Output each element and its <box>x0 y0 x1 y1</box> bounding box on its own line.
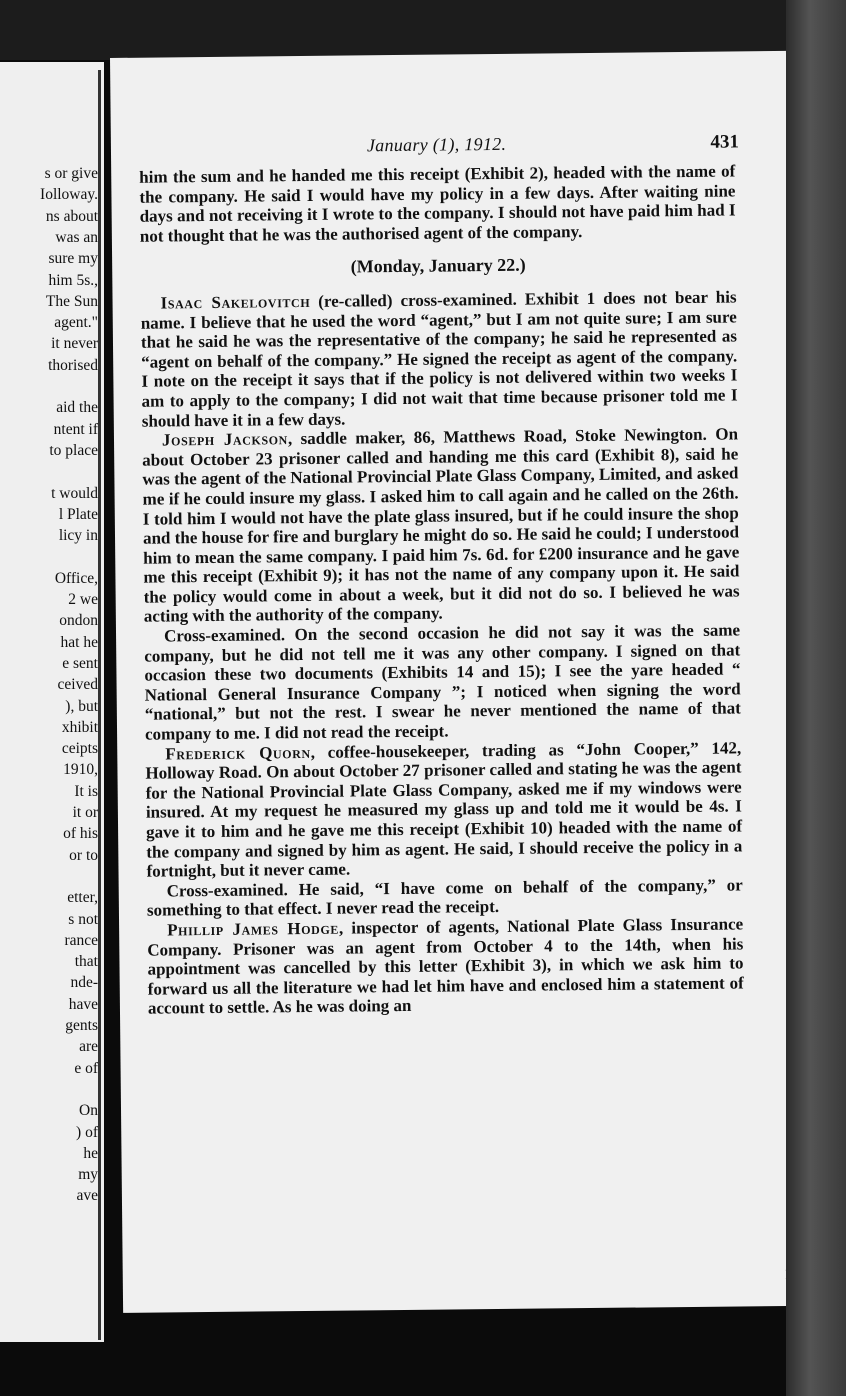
left-page-line: ), but <box>65 697 98 715</box>
paragraph-text: , coffee-housekeeper, trading as “John Cooper,” 142, Holloway Road. On about October 27 prisoner called and stating he was the agent for the National Provincial Plate Glass Company, asked me if my windows were insured. At my request he measured my glass up and told me it would be 4s. I gave it to him and he gave me this receipt (Exhibit 10) headed with the name of the company and signed by him as agent. He said, I should receive the policy in a fortnight, but it never came. <box>145 738 743 881</box>
left-page-line: e of <box>74 1059 98 1077</box>
left-page-line: agent." <box>54 314 98 332</box>
left-page-fragment <box>0 62 104 1342</box>
paragraph-quorn <box>145 738 742 881</box>
left-page-line: have <box>68 995 98 1013</box>
scan-right-border <box>786 0 846 1396</box>
left-page-line: etter, <box>67 889 98 907</box>
page-text-block <box>139 131 744 1018</box>
left-page-line: him 5s., <box>48 271 98 289</box>
left-page-line: hat he <box>60 633 98 651</box>
paragraph-hodge <box>147 914 744 1018</box>
date-subheading: (Monday, January 22.) <box>350 255 526 277</box>
left-page-line: licy in <box>58 527 98 545</box>
book-gutter <box>98 70 101 1340</box>
paragraph-cross-examined-2: Cross-examined. He said, “I have come on behalf of the company,” or something to that effect. I never read the receipt. <box>146 875 743 921</box>
left-page-line: Iolloway. <box>40 186 98 204</box>
paragraph-continuation: him the sum and he handed me this receipt (Exhibit 2), headed with the name of the company. He said I would have my policy in a few days. After waiting nine days and not receiving it I wrote to the company. I should not have paid him had I not thought that he was the authorised agent of the company. <box>139 161 736 246</box>
page-number: 431 <box>710 131 740 153</box>
left-page-line: or to <box>69 846 98 864</box>
page-header <box>139 131 739 161</box>
witness-name: Phillip James Hodge <box>167 918 340 940</box>
paragraph-jackson <box>142 425 740 627</box>
paragraph-sakelovitch <box>140 287 737 430</box>
witness-name: Frederick Quorn <box>165 742 311 764</box>
witness-name: Joseph Jackson <box>161 429 288 450</box>
left-page-line: t would <box>51 484 98 502</box>
left-page-line: e sent <box>62 654 98 672</box>
left-page-line: thorised <box>48 356 98 374</box>
left-page-line: he <box>83 1144 98 1162</box>
left-page-line: nde- <box>70 974 98 992</box>
paragraph-text: , inspector of agents, National Plate Glass Insurance Company. Prisoner was an agent from October 4 to the 14th, when his appointment was cancelled by this letter (Exhibit 3), in which we ask him to forward us all the literature we had let him have and enclosed him a statement of account to settle. As he was doing an <box>147 914 744 1018</box>
left-page-line: On <box>79 1102 98 1120</box>
paragraph-cross-examined-1: Cross-examined. On the second occasion he did not say it was the same company, but he did not tell me it was any other company. I signed on that occasion these two documents (Exhibits 14 and 15); I see the yare headed “ National General Insurance Company ”; I noticed when signing the word “national,” but not the rest. I swear he never mentioned the name of that company to me. I did not read the receipt. <box>144 620 741 744</box>
left-page-line: ceived <box>57 676 98 694</box>
left-page-line: It is <box>74 782 98 800</box>
left-page-line: ns about <box>45 207 98 225</box>
left-page-line: ) of <box>76 1123 98 1141</box>
left-page-line: aid the <box>56 399 98 417</box>
witness-name: Isaac Sakelovitch <box>160 291 311 313</box>
left-page-line: are <box>79 1038 98 1056</box>
left-page-line: s or give <box>44 165 98 182</box>
left-page-line: of his <box>63 825 98 843</box>
left-page-line: Office, <box>54 569 98 587</box>
paragraph-text: , saddle maker, 86, Matthews Road, Stoke Newington. On about October 23 prisoner called and handing me this card (Exhibit 8), said he was the agent of the National Provincial Plate Glass Company, Limited, and asked me if he could insure my glass. I asked him to call again and he called on the 26th. I told him I would not have the plate glass insured, but if he could insure the shop and the house for fire and burglary he might do so. He said he could; I understood him to mean the same company. I paid him 7s. 6d. for £200 insurance and he gave me this receipt (Exhibit 9); it has not the name of any company upon it. He said the policy would come in about a week, but it did not do so. I believed he was acting with the authority of the company. <box>142 424 740 627</box>
left-page-line: sure my <box>48 250 98 268</box>
left-page-line: xhibit <box>61 718 98 736</box>
left-page-line: ceipts <box>61 740 98 758</box>
left-page-line: to place <box>49 441 98 459</box>
left-page-line: The Sun <box>45 292 98 310</box>
left-page-line: my <box>78 1166 98 1184</box>
left-page-line: 1910, <box>63 761 98 779</box>
paragraph-text: (re-called) cross-examined. Exhibit 1 does not bear his name. I believe that he used the word “agent,” but I am not quite sure; I am sure that he said he was the representative of the company; he said he represented as “agent on behalf of the company.” He signed the receipt as agent of the company. I note on the receipt it says that if the policy is not delivered within two weeks I am to apply to the company; I did not wait that time because prisoner told me I should have it in a few days. <box>140 287 738 431</box>
main-page <box>110 51 799 1313</box>
left-page-line: ondon <box>59 612 98 630</box>
left-page-line: gents <box>65 1017 98 1034</box>
left-page-line: s not <box>68 910 98 928</box>
left-page-line: rance <box>64 931 98 949</box>
running-head: January (1), 1912. <box>366 133 507 156</box>
left-page-line: ntent if <box>53 420 98 438</box>
page-body <box>139 161 744 1018</box>
left-page-line: it never <box>51 335 98 353</box>
left-page-line: l Plate <box>58 505 98 523</box>
left-page-line: 2 we <box>68 591 98 608</box>
left-page-line: it or <box>72 804 98 821</box>
left-page-line: was an <box>55 228 98 246</box>
left-page-line: that <box>74 953 98 971</box>
left-page-line: ave <box>76 1187 98 1205</box>
